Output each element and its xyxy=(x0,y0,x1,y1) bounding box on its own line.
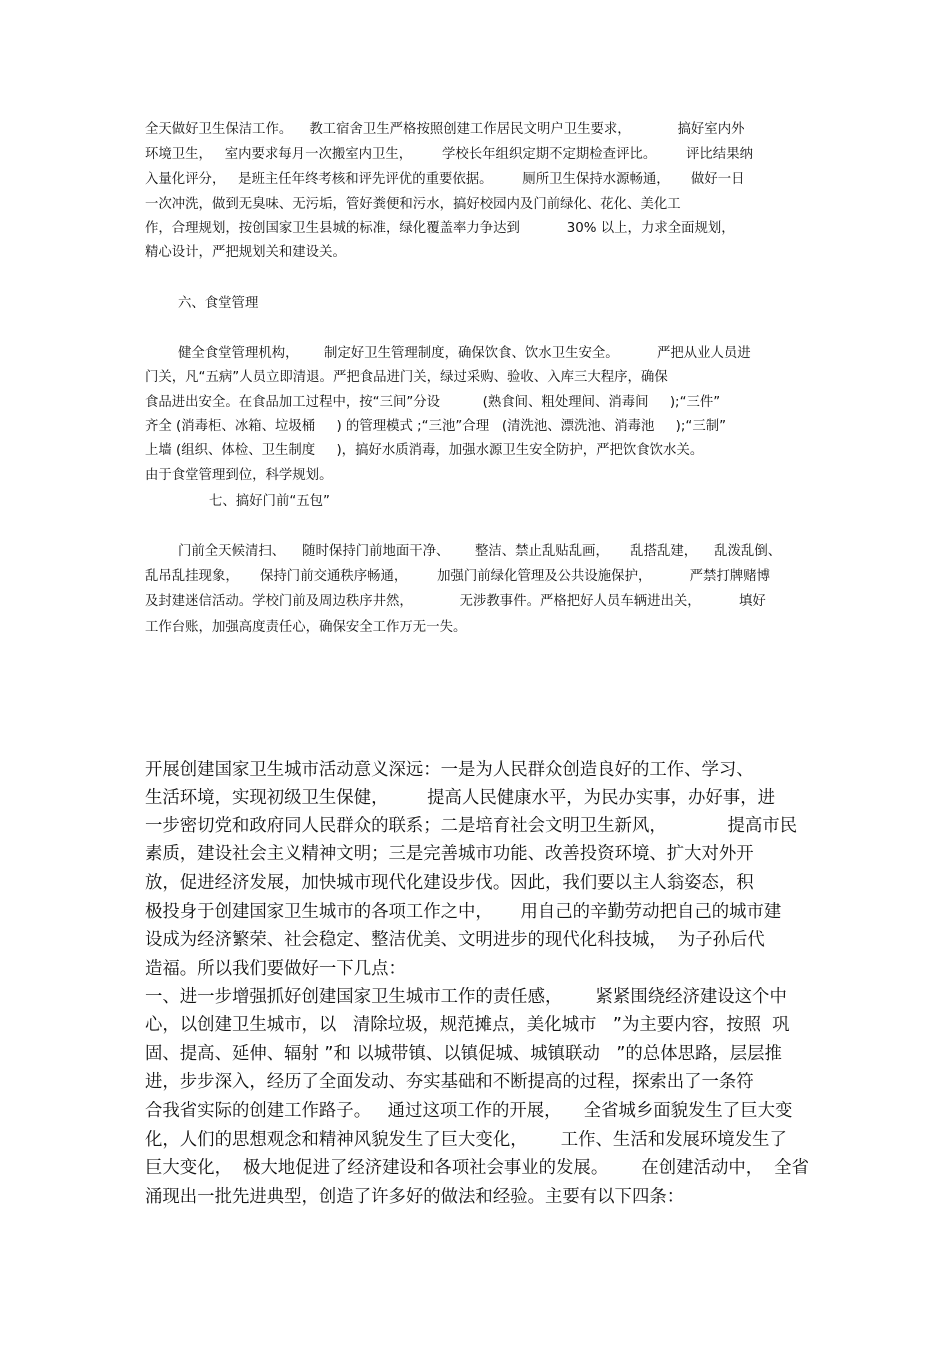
paragraph-line: 入量化评分， 是班主任年终考核和评先评优的重要依据。 厕所卫生保持水源畅通， 做好一日 xyxy=(145,172,745,187)
section-heading-canteen: 六、食堂管理 xyxy=(178,296,259,311)
paragraph-line: 环境卫生， 室内要求每月一次搬室内卫生， 学校长年组织定期不定期检查评比。 评比结果纳 xyxy=(145,147,753,162)
paragraph-line: 门前全天候清扫、 随时保持门前地面干净、 整洁、禁止乱贴乱画， 乱搭乱建， 乱泼乱倒、 xyxy=(178,544,782,559)
paragraph-line: 及封建迷信活动。学校门前及周边秩序井然， 无涉教事件。严格把好人员车辆进出关， 填好 xyxy=(145,594,766,609)
paragraph-line: 工作台账，加强高度责任心，确保安全工作万无一失。 xyxy=(145,620,467,635)
essay-line: 设成为经济繁荣、社会稳定、整洁优美、文明进步的现代化科技城， 为子孙后代 xyxy=(145,930,765,950)
paragraph-line: 上墙 (组织、体检、卫生制度 )，搞好水质消毒，加强水源卫生安全防护，严把饮食饮水关。 xyxy=(145,443,704,458)
paragraph-line: 一次冲洗，做到无臭味、无污垢，管好粪便和污水，搞好校园内及门前绿化、花化、美化工 xyxy=(145,197,681,212)
essay-line: 造福。所以我们要做好一下几点： xyxy=(145,959,406,979)
section-heading-storefront: 七、搞好门前“五包” xyxy=(209,494,330,509)
paragraph-line: 全天做好卫生保洁工作。 教工宿舍卫生严格按照创建工作居民文明户卫生要求， 搞好室内外 xyxy=(145,122,745,137)
paragraph-line: 食品进出安全。在食品加工过程中，按“三间”分设 (熟食间、粗处理间、消毒间 );“三件” xyxy=(145,395,721,410)
essay-line: 进，步步深入，经历了全面发动、夯实基础和不断提高的过程，探索出了一条符 xyxy=(145,1072,754,1092)
paragraph-line: 齐全 (消毒柜、冰箱、垃圾桶 ) 的管理模式 ;“三池”合理 (清洗池、漂洗池、消毒池 );“三制” xyxy=(145,419,727,434)
essay-line: 心，以创建卫生城市，以 清除垃圾，规范摊点，美化城市 ”为主要内容，按照 巩 xyxy=(145,1015,790,1035)
essay-line: 开展创建国家卫生城市活动意义深远：一是为人民群众创造良好的工作、学习、 xyxy=(145,760,754,780)
essay-line: 一步密切党和政府同人民群众的联系；二是培育社会文明卫生新风， 提高市民 xyxy=(145,816,798,836)
paragraph-line: 门关，凡“五病”人员立即清退。严把食品进门关，绿过采购、验收、入库三大程序，确保 xyxy=(145,370,668,385)
essay-line: 素质，建设社会主义精神文明；三是完善城市功能、改善投资环境、扩大对外开 xyxy=(145,844,754,864)
paragraph-line: 精心设计，严把规划关和建设关。 xyxy=(145,245,346,260)
essay-line: 巨大变化， 极大地促进了经济建设和各项社会事业的发展。 在创建活动中， 全省 xyxy=(145,1158,809,1178)
paragraph-line: 健全食堂管理机构， 制定好卫生管理制度，确保饮食、饮水卫生安全。 严把从业人员进 xyxy=(178,346,751,361)
essay-line: 生活环境，实现初级卫生保健， 提高人民健康水平，为民办实事，办好事，进 xyxy=(145,788,775,808)
essay-line: 放，促进经济发展，加快城市现代化建设步伐。因此，我们要以主人翁姿态，积 xyxy=(145,873,754,893)
essay-line: 涌现出一批先进典型，创造了许多好的做法和经验。主要有以下四条： xyxy=(145,1187,685,1207)
essay-line: 化，人们的思想观念和精神风貌发生了巨大变化， 工作、生活和发展环境发生了 xyxy=(145,1130,787,1150)
paragraph-line: 作，合理规划，按创国家卫生县城的标准，绿化覆盖率力争达到 30% 以上，力求全面规划， xyxy=(145,221,735,236)
essay-line: 固、提高、延伸、辐射 ”和 以城带镇、以镇促城、城镇联动 ”的总体思路，层层推 xyxy=(145,1044,782,1064)
paragraph-line: 由于食堂管理到位，科学规划。 xyxy=(145,468,333,483)
paragraph-line: 乱吊乱挂现象， 保持门前交通秩序畅通， 加强门前绿化管理及公共设施保护， 严禁打牌赌博 xyxy=(145,569,771,584)
essay-line: 一、进一步增强抓好创建国家卫生城市工作的责任感， 紧紧围绕经济建设这个中 xyxy=(145,987,787,1007)
essay-line: 合我省实际的创建工作路子。 通过这项工作的开展， 全省城乡面貌发生了巨大变 xyxy=(145,1101,793,1121)
essay-line: 极投身于创建国家卫生城市的各项工作之中， 用自己的辛勤劳动把自己的城市建 xyxy=(145,902,782,922)
